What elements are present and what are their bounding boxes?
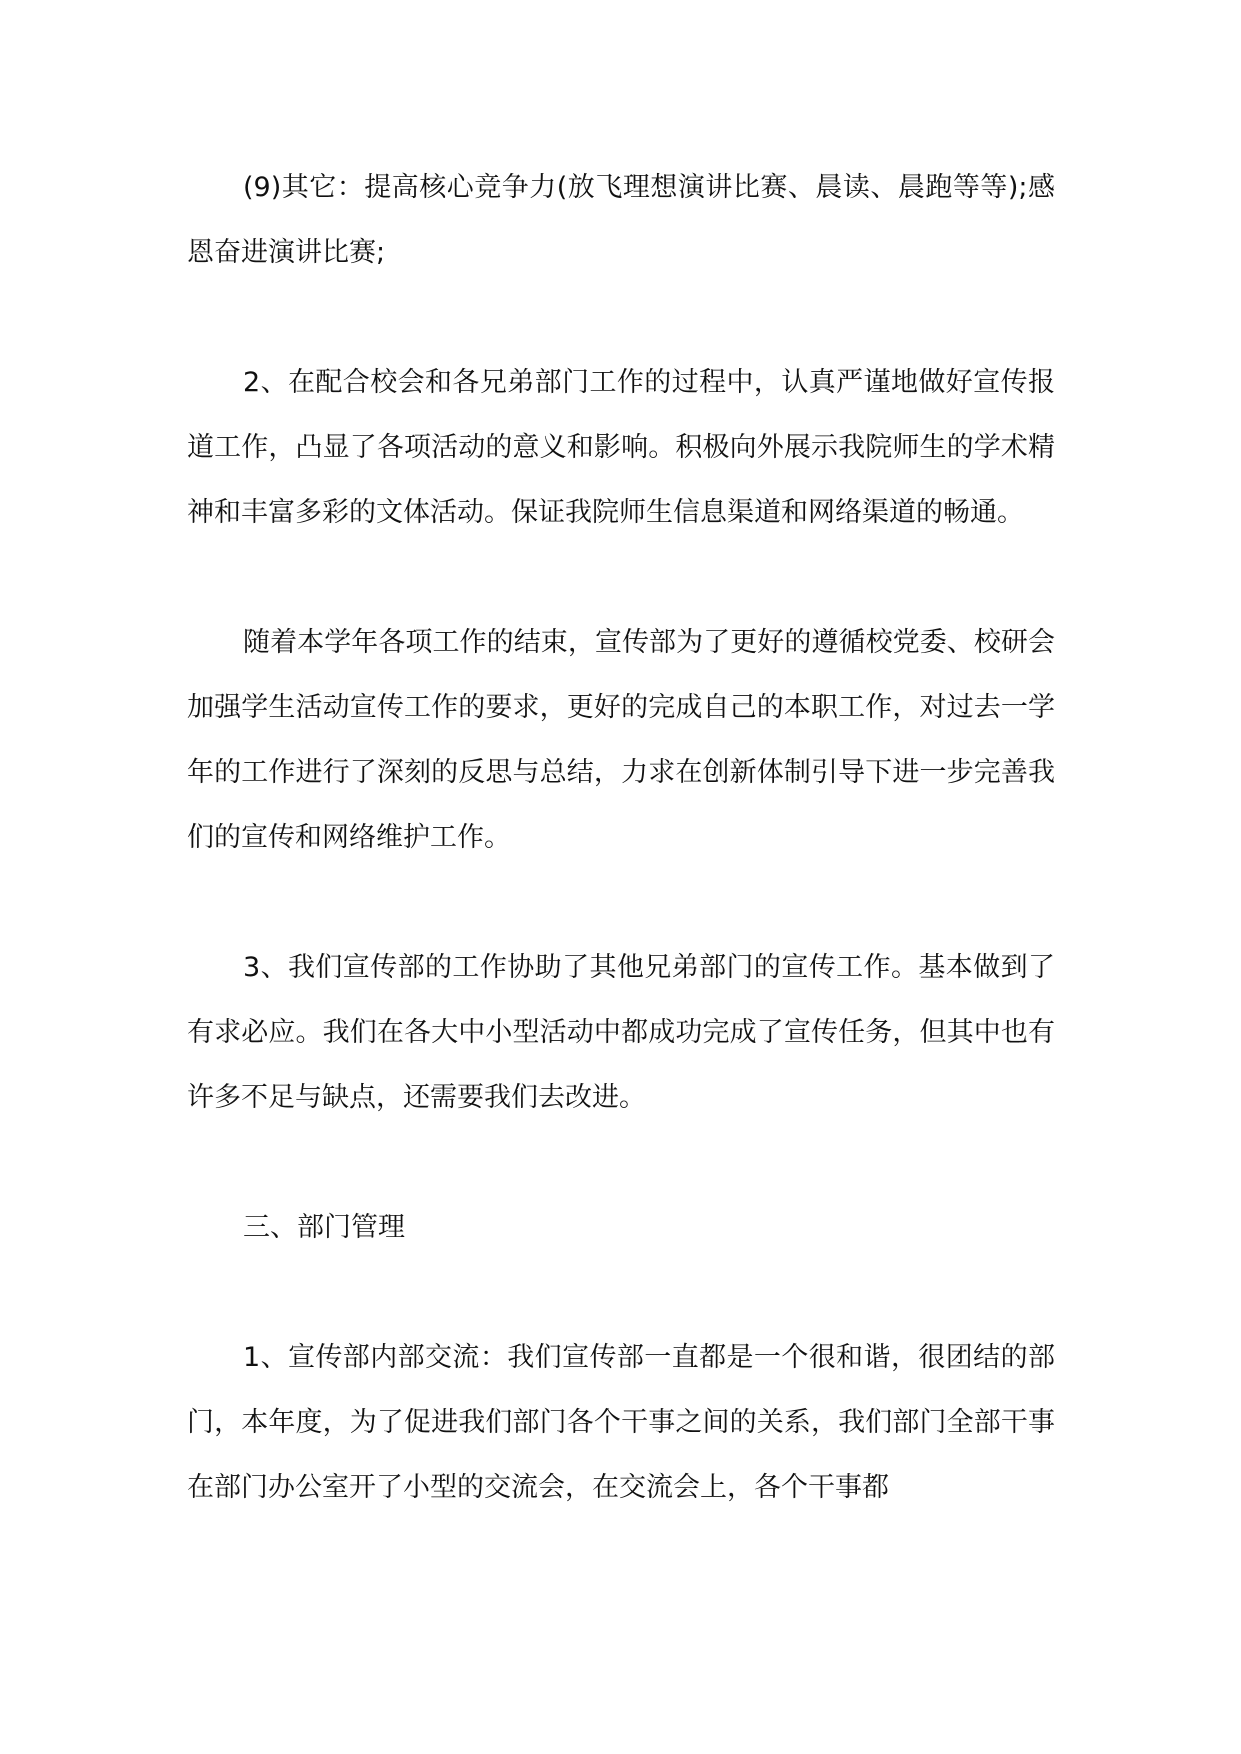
paragraph-internal-communication: 1、宣传部内部交流：我们宣传部一直都是一个很和谐，很团结的部门，本年度，为了促进我们部门各个干事之间的关系，我们部门全部干事在部门办公室开了小型的交流会，在交流会上，各个干事都 (187, 1342, 1055, 1503)
document-body (187, 155, 1055, 1585)
paragraph-other-activities: (9)其它：提高核心竞争力(放飞理想演讲比赛、晨读、晨跑等等);感恩奋进演讲比赛; (187, 172, 1055, 268)
paragraph-year-end-reflection: 随着本学年各项工作的结束，宣传部为了更好的遵循校党委、校研会加强学生活动宣传工作的要求，更好的完成自己的本职工作，对过去一学年的工作进行了深刻的反思与总结，力求在创新体制引导下进一步完善我们的宣传和网络维护工作。 (187, 627, 1055, 853)
paragraph-publicity-reporting: 2、在配合校会和各兄弟部门工作的过程中，认真严谨地做好宣传报道工作，凸显了各项活动的意义和影响。积极向外展示我院师生的学术精神和丰富多彩的文体活动。保证我院师生信息渠道和网络渠道的畅通。 (187, 367, 1055, 528)
paragraph-assisting-departments: 3、我们宣传部的工作协助了其他兄弟部门的宣传工作。基本做到了有求必应。我们在各大中小型活动中都成功完成了宣传任务，但其中也有许多不足与缺点，还需要我们去改进。 (187, 952, 1055, 1113)
section-heading-department-management: 三、部门管理 (243, 1212, 405, 1243)
